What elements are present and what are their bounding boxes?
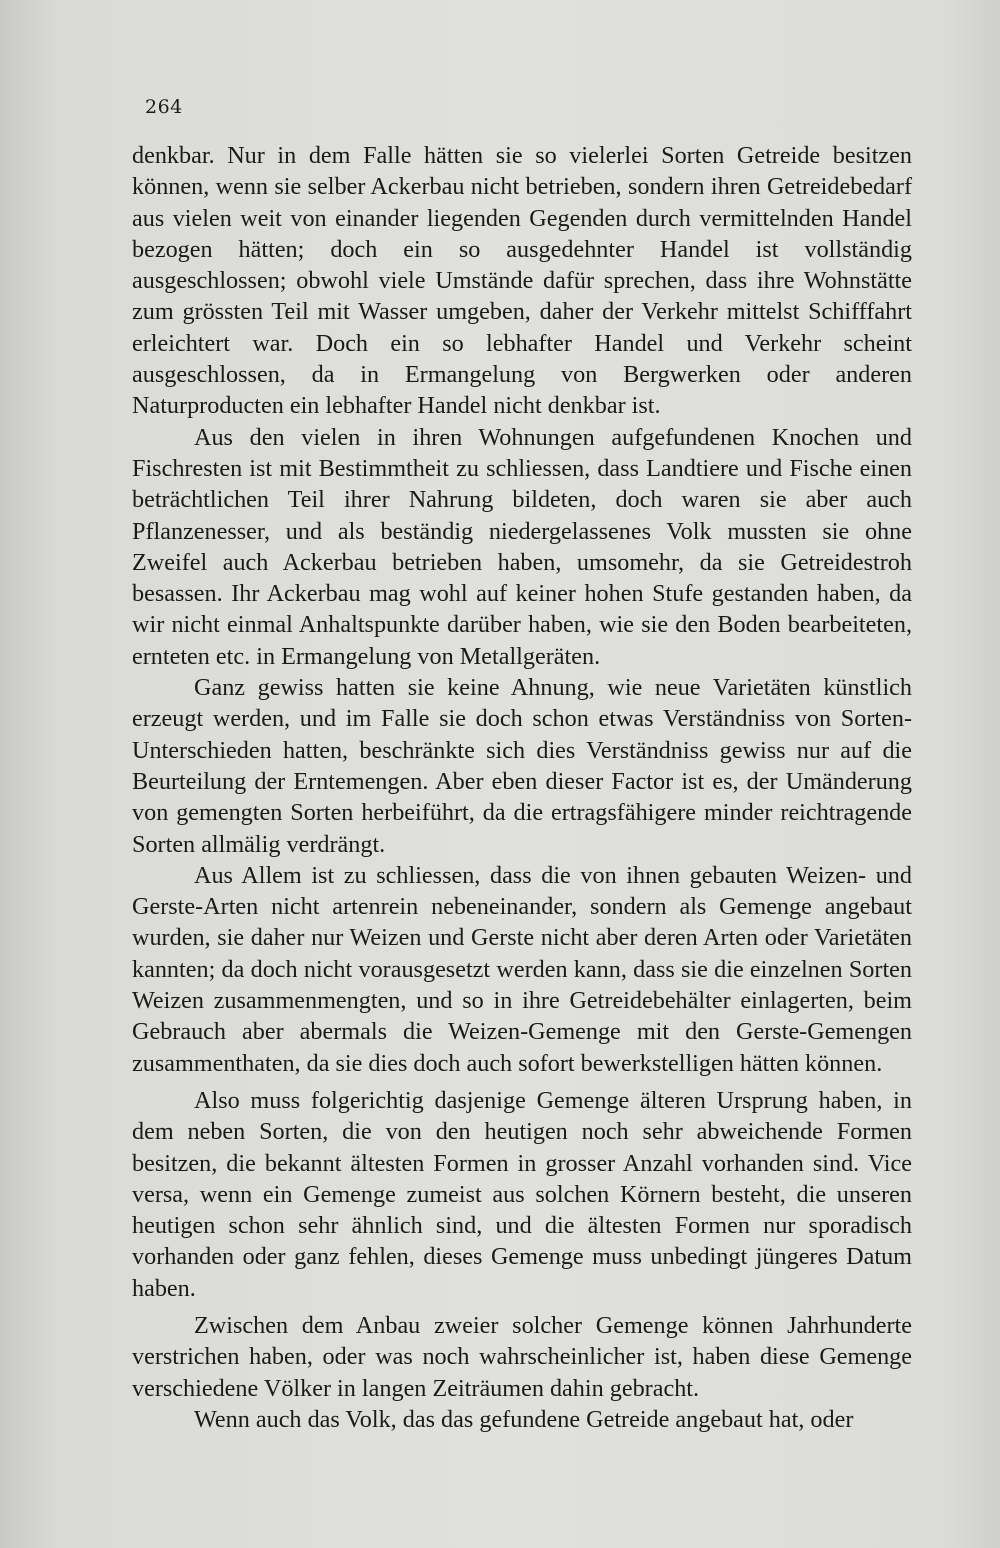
paragraph-6: Zwischen dem Anbau zweier solcher Gemenge können Jahrhunderte verstrichen haben, oder was noch wahrscheinlicher ist, haben diese Gemenge verschiedene Völker in langen Zeiträumen dahin gebracht.	[132, 1311, 912, 1402]
paragraph-5: Also muss folgerichtig dasjenige Gemenge älteren Ursprung haben, in dem neben Sorten, die von den heutigen noch sehr abweichende Formen besitzen, die bekannt ältesten Formen in grosser Anzahl vorhanden sind. Vice versa, wenn ein Gemenge zumeist aus solchen Körnern besteht, die unseren heutigen schon sehr ähnlich sind, und die ältesten Formen nur sporadisch vorhanden oder ganz fehlen, dieses Gemenge muss unbedingt jüngeres Datum haben.	[132, 1086, 912, 1302]
page-number: 264	[145, 96, 183, 118]
body-text	[132, 140, 912, 1435]
paragraph-2: Aus den vielen in ihren Wohnungen aufgefundenen Knochen und Fischresten ist mit Bestimmtheit zu schliessen, dass Landtiere und Fische einen beträchtlichen Teil ihrer Nahrung bildeten, doch waren sie aber auch Pflanzenesser, und als beständig niedergelassenes Volk mussten sie ohne Zweifel auch Ackerbau betrieben haben, umsomehr, da sie Getreidestroh besassen. Ihr Ackerbau mag wohl auf keiner hohen Stufe gestanden haben, da wir nicht einmal Anhaltspunkte darüber haben, wie sie den Boden bearbeiteten, ernteten etc. in Ermangelung von Metallgeräten.	[132, 423, 912, 670]
paragraph-3: Ganz gewiss hatten sie keine Ahnung, wie neue Varietäten künstlich erzeugt werden, und im Falle sie doch schon etwas Verständniss von Sorten-Unterschieden hatten, beschränkte sich dies Verständniss gewiss nur auf die Beurteilung der Erntemengen. Aber eben dieser Factor ist es, der Umänderung von gemengten Sorten herbeiführt, da die ertragsfähigere minder reichtragende Sorten allmälig verdrängt.	[132, 674, 912, 858]
paragraph-7: Wenn auch das Volk, das das gefundene Getreide angebaut hat, oder	[194, 1405, 854, 1433]
paragraph-1: denkbar. Nur in dem Falle hätten sie so vielerlei Sorten Getreide besitzen können, wenn sie selber Ackerbau nicht betrieben, sondern ihren Getreidebedarf aus vielen weit von einander liegenden Gegenden durch vermittelnden Handel bezogen hätten; doch ein so ausgedehnter Handel ist vollständig ausgeschlossen; obwohl viele Umstände dafür sprechen, dass ihre Wohnstätte zum grössten Teil mit Wasser umgeben, daher der Verkehr mittelst Schifffahrt erleichtert war. Doch ein so lebhafter Handel und Verkehr scheint ausgeschlossen, da in Ermangelung von Bergwerken oder anderen Naturproducten ein lebhafter Handel nicht denkbar ist.	[132, 142, 912, 420]
paragraph-4: Aus Allem ist zu schliessen, dass die von ihnen gebauten Weizen- und Gerste-Arten nicht artenrein nebeneinander, sondern als Gemenge angebaut wurden, sie daher nur Weizen und Gerste nicht aber deren Arten oder Varietäten kannten; da doch nicht vorausgesetzt werden kann, dass sie die einzelnen Sorten Weizen zusammenmengten, und so in ihre Getreidebehälter einlagerten, beim Gebrauch aber abermals die Weizen-Gemenge mit den Gerste-Gemengen zusammenthaten, da sie dies doch auch sofort bewerkstelligen hätten können.	[132, 861, 912, 1077]
